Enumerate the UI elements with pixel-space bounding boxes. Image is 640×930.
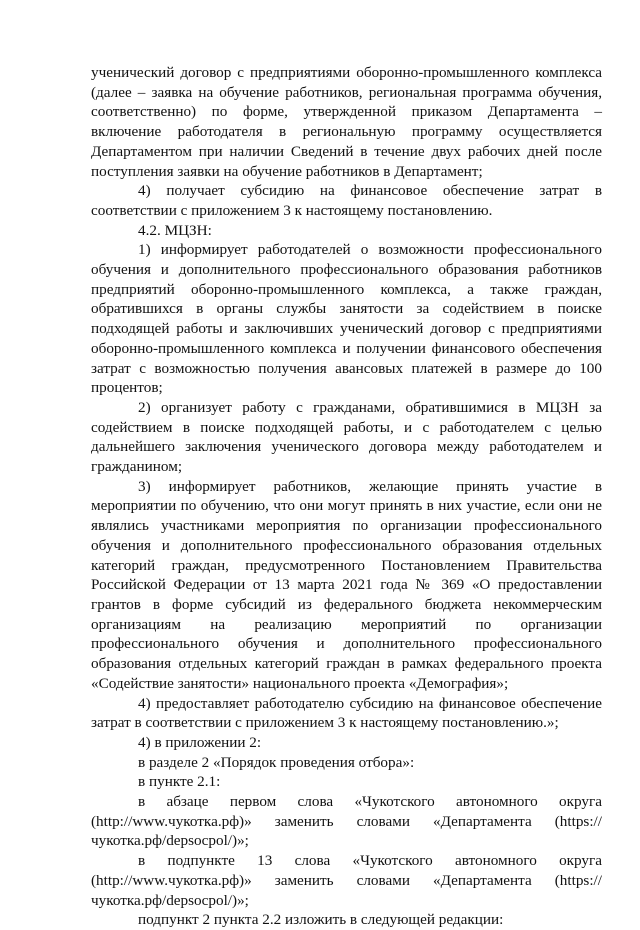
paragraph-item-3-inform-workers: 3) информирует работников, желающие принять участие в мероприятии по обучению, что они могут принять в них участие, если они не являлись участниками мероприятия по организации профессионального обучения и дополнительного профессионального образования отдельных категорий граждан, предусмотренного Постановлением Правительства Российской Федерации от 13 марта 2021 года № 369 «О предоставлении грантов в форме субсидий из федерального бюджета некоммерческим организациям на реализацию мероприятий по организации профессионального обучения и дополнительного профессионального образования отдельных категорий граждан в рамках федерального проекта «Содействие занятости» национального проекта «Демография»; (91, 477, 602, 692)
paragraph-item-4-appendix-2: 4) в приложении 2: (138, 733, 262, 751)
paragraph-first-abzac: в абзаце первом слова «Чукотского автономного округа (http://www.чукотка.рф)» заменить словами «Департамента (https://чукотка.рф/depsocpol/)»; (91, 793, 602, 850)
paragraph-item-1-inform: 1) информирует работодателей о возможности профессионального обучения и дополнительного профессионального образования работников предприятий оборонно-промышленного комплекса, а также граждан, обратившихся в органы службы занятости за содействием в поиске подходящей работы и заключивших ученический договор с предприятиями оборонно-промышленного комплекса и получении финансового обеспечения затрат с возможностью получения авансовых платежей в размере до 100 процентов; (91, 241, 602, 397)
paragraph-subitem-13: в подпункте 13 слова «Чукотского автономного округа (http://www.чукотка.рф)» заменить словами «Департамента (https://чукотка.рф/depsocpol/)»; (91, 852, 602, 909)
paragraph-section-2: в разделе 2 «Порядок проведения отбора»: (138, 753, 415, 771)
paragraph-item-2-organize: 2) организует работу с гражданами, обратившимися в МЦЗН за содействием в поиске подходящей работы, и с работодателем с целью дальнейшего заключения ученического договора между работодателем и гражданином; (91, 398, 602, 476)
section-heading-4-2: 4.2. МЦЗН: (138, 221, 212, 239)
paragraph-item-4-provide-subsidy: 4) предоставляет работодателю субсидию на финансовое обеспечение затрат в соответствии с приложением 3 к настоящему постановлению.»; (91, 694, 602, 732)
paragraph-subitem-2-2: подпункт 2 пункта 2.2 изложить в следующей редакции: (138, 911, 504, 929)
paragraph-item-4-subsidy: 4) получает субсидию на финансовое обеспечение затрат в соответствии с приложением 3 к настоящему постановлению. (91, 182, 602, 219)
paragraph-clause-2-1: в пункте 2.1: (138, 773, 221, 791)
paragraph-continuation: ученический договор с предприятиями оборонно-промышленного комплекса (далее – заявка на обучение работников, региональная программа обучения, соответственно) по форме, утвержденной приказом Департамента – включение работодателя в региональную программу осуществляется Департаментом при наличии Сведений в течение двух рабочих дней после поступления заявки на обучение работников в Департамент; (91, 64, 602, 180)
